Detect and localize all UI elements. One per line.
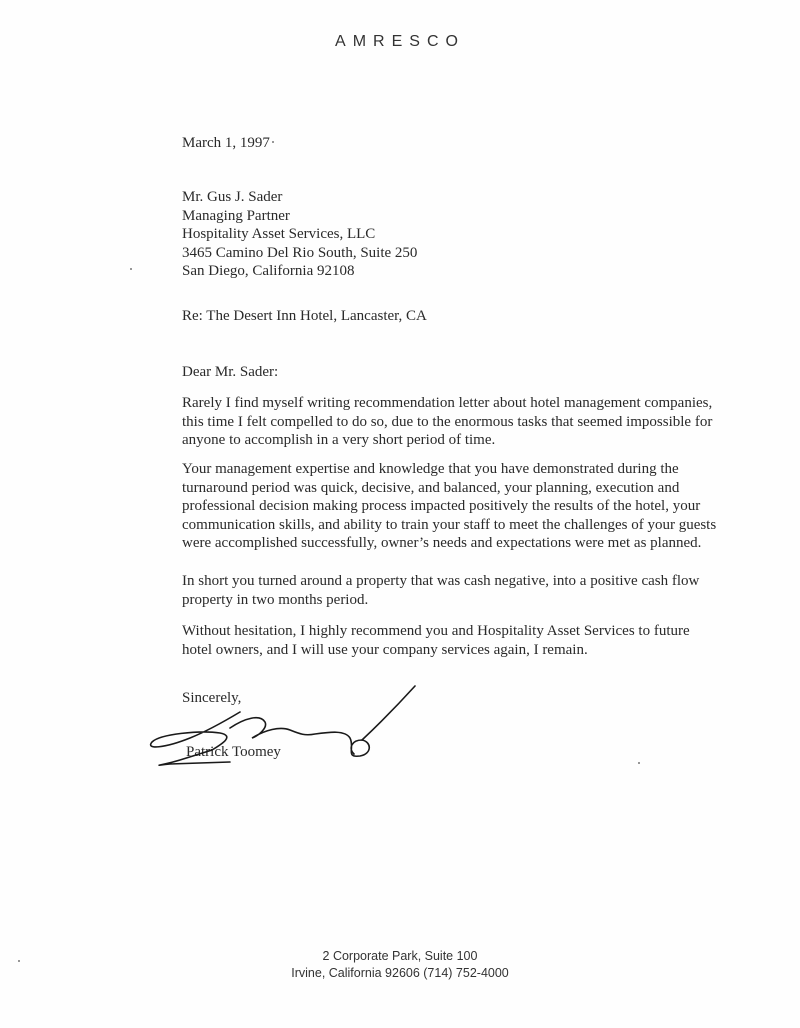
recipient-company: Hospitality Asset Services, LLC (182, 226, 376, 242)
footer-line-2: Irvine, California 92606 (714) 752-4000 (291, 966, 509, 980)
body-paragraph-1 (182, 394, 713, 450)
recipient-name: Mr. Gus J. Sader (182, 189, 283, 205)
paragraph-line: were accomplished successfully, owner’s needs and expectations were met as planned. (182, 535, 702, 551)
letterhead-company: AMRESCO (335, 33, 465, 50)
scan-speck (130, 268, 132, 270)
paragraph-line: anyone to accomplish in a very short period of time. (182, 432, 496, 448)
body-paragraph-3 (182, 572, 702, 609)
paragraph-line: hotel owners, and I will use your company services again, I remain. (182, 641, 588, 658)
recipient-address-block (182, 188, 417, 281)
paragraph-line: property in two months period. (182, 591, 369, 608)
signer-name: Patrick Toomey (186, 744, 281, 760)
recipient-city: San Diego, California 92108 (182, 263, 355, 279)
paragraph-line: Your management expertise and knowledge that you have demonstrated during the (182, 461, 679, 477)
subject-line: Re: The Desert Inn Hotel, Lancaster, CA (182, 308, 427, 324)
paragraph-line: Without hesitation, I highly recommend you and Hospitality Asset Services to future (182, 623, 690, 639)
scan-speck (272, 141, 274, 143)
paragraph-line: In short you turned around a property that was cash negative, into a positive cash flow (182, 573, 700, 589)
closing: Sincerely, (182, 690, 242, 706)
body-paragraph-4 (182, 622, 702, 659)
scan-speck (18, 960, 20, 962)
body-paragraph-2 (182, 460, 717, 553)
recipient-street: 3465 Camino Del Rio South, Suite 250 (182, 244, 418, 261)
paragraph-line: turnaround period was quick, decisive, and balanced, your planning, execution and (182, 479, 680, 496)
scan-speck (638, 762, 640, 764)
paragraph-line: Rarely I find myself writing recommendation letter about hotel management companies, (182, 395, 713, 411)
salutation: Dear Mr. Sader: (182, 364, 279, 380)
paragraph-line: professional decision making process impacted positively the results of the hotel, your (182, 498, 701, 514)
footer-address (0, 948, 800, 982)
recipient-title: Managing Partner (182, 207, 290, 224)
paragraph-line: communication skills, and ability to train your staff to meet the challenges of your guests (182, 516, 717, 533)
handwritten-signature (140, 678, 430, 778)
footer-line-1: 2 Corporate Park, Suite 100 (322, 949, 478, 963)
letter-date: March 1, 1997 (182, 135, 270, 151)
paragraph-line: this time I felt compelled to do so, due to the enormous tasks that seemed impossible for (182, 413, 713, 430)
